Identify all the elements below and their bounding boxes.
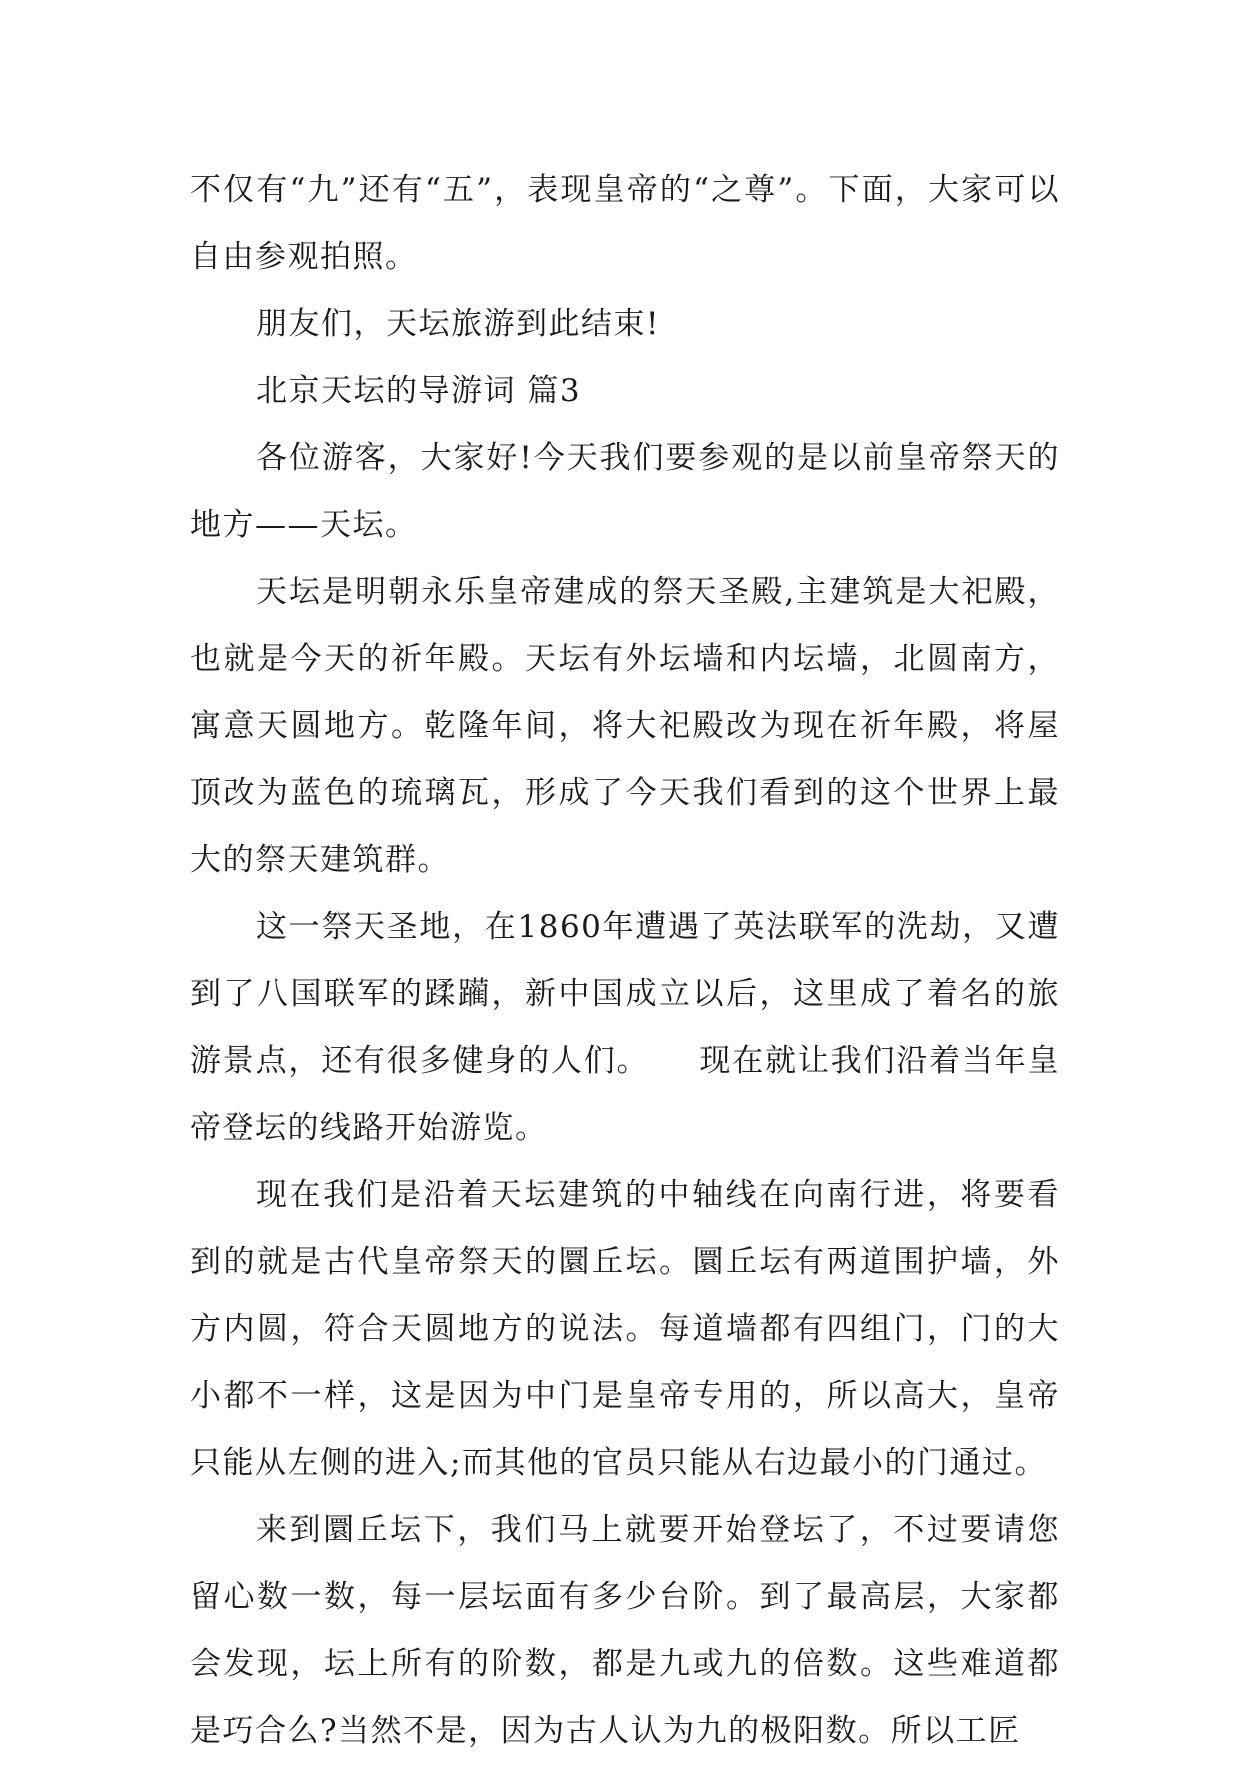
paragraph-1860: 这一祭天圣地，在1860年遭遇了英法联军的洗劫，又遭到了八国联军的蹂躏，新中国成立以后，这里成了着名的旅游景点，还有很多健身的人们。 现在就让我们沿着当年皇帝登坛的线路开始游览。 <box>190 909 1060 1146</box>
section-heading: 北京天坛的导游词 篇3 <box>256 373 582 409</box>
paragraph-continued: 不仅有“九”还有“五”，表现皇帝的“之尊”。下面，大家可以自由参观拍照。 <box>190 172 1060 275</box>
paragraph-axis: 现在我们是沿着天坛建筑的中轴线在向南行进，将要看到的就是古代皇帝祭天的圜丘坛。圜丘坛有两道围护墙，外方内圆，符合天圆地方的说法。每道墙都有四组门，门的大小都不一样，这是因为中门是皇帝专用的，所以高大，皇帝只能从左侧的进入;而其他的官员只能从右边最小的门通过。 <box>190 1177 1060 1481</box>
paragraph-greeting: 各位游客，大家好!今天我们要参观的是以前皇帝祭天的地方——天坛。 <box>190 440 1060 543</box>
paragraph-closing: 朋友们，天坛旅游到此结束! <box>256 306 660 342</box>
paragraph-steps: 来到圜丘坛下，我们马上就要开始登坛了，不过要请您留心数一数，每一层坛面有多少台阶。到了最高层，大家都会发现，坛上所有的阶数，都是九或九的倍数。这些难道都是巧合么?当然不是，因为古人认为九的极阳数。所以工匠 <box>190 1512 1060 1749</box>
paragraph-history: 天坛是明朝永乐皇帝建成的祭天圣殿,主建筑是大祀殿，也就是今天的祈年殿。天坛有外坛墙和内坛墙，北圆南方，寓意天圆地方。乾隆年间，将大祀殿改为现在祈年殿，将屋顶改为蓝色的琉璃瓦，形成了今天我们看到的这个世界上最大的祭天建筑群。 <box>190 574 1060 878</box>
body-text <box>190 157 1060 1765</box>
